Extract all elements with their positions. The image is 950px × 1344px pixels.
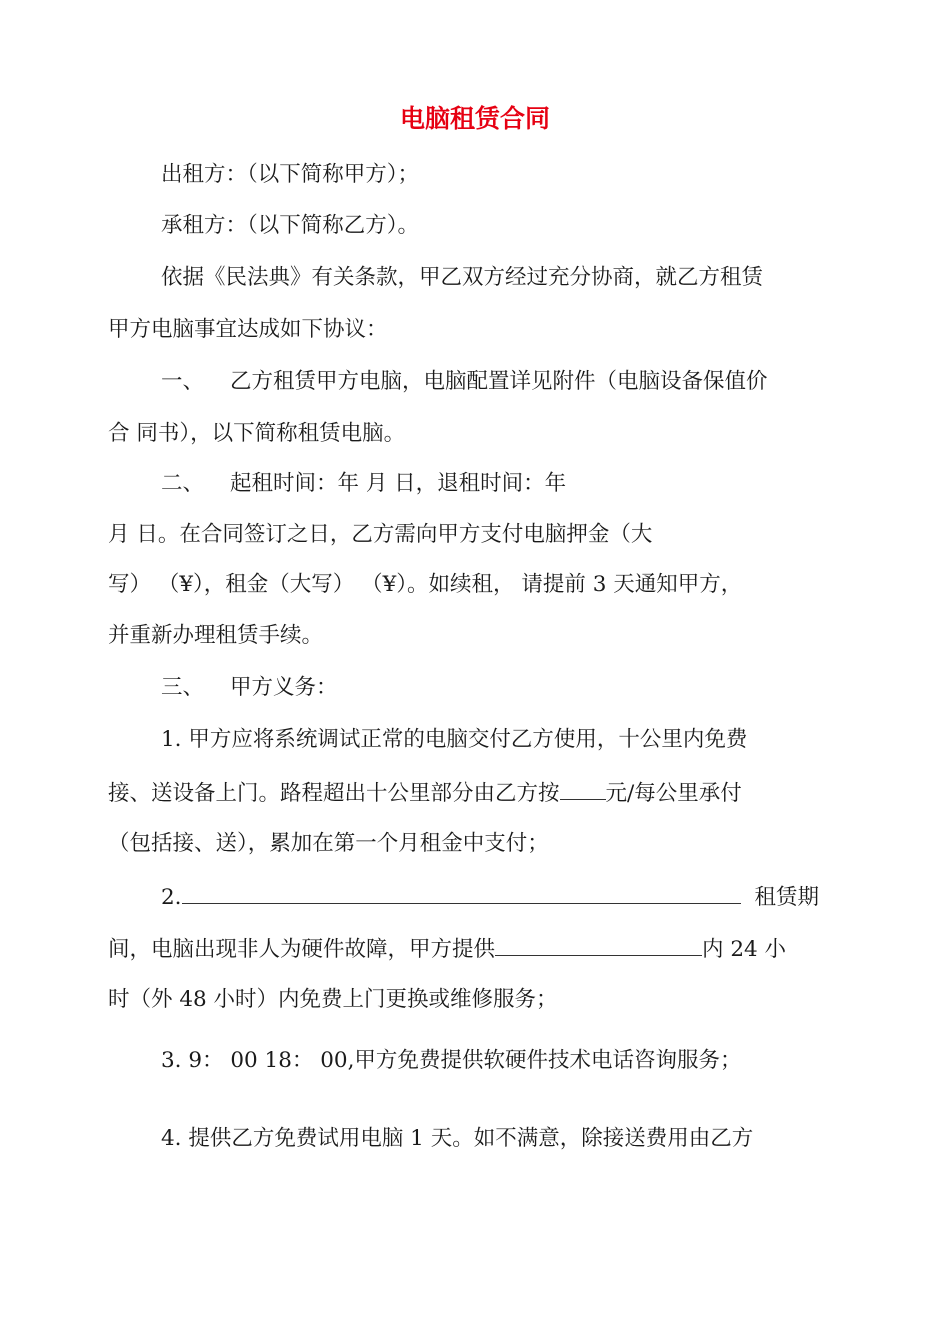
lessor-line: 出租方：（以下简称甲方）； (161, 162, 420, 187)
item-2-line-1-text: 租赁期 (754, 885, 820, 910)
item-2-number: 2. (161, 885, 182, 910)
section-3-number: 三、 (161, 675, 205, 700)
intro-line-1: 依据《民法典》有关条款，甲乙双方经过充分协商，就乙方租赁 (161, 265, 764, 290)
intro-line-2: 甲方电脑事宜达成如下协议： (108, 317, 388, 342)
rental-period-blank (182, 881, 741, 904)
item-1-line-3: （包括接、送），累加在第一个月租金中支付； (108, 831, 549, 856)
item-1-line-1: 1. 甲方应将系统调试正常的电脑交付乙方使用，十公里内免费 (161, 727, 748, 752)
fee-blank (560, 777, 606, 800)
section-2-continuation-3: 并重新办理租赁手续。 (108, 623, 324, 648)
section-1-number: 一、 (161, 369, 205, 394)
document-title: 电脑租赁合同 (399, 104, 550, 133)
item-2-line-1 (161, 881, 819, 913)
section-2-continuation-1: 月 日。在合同签订之日，乙方需向甲方支付电脑押金（大 (108, 522, 653, 547)
item-2-line-3: 时（外 48 小时）内免费上门更换或维修服务； (108, 987, 558, 1012)
section-1-text: 乙方租赁甲方电脑，电脑配置详见附件（电脑设备保值价 (230, 369, 768, 394)
item-2-line-2-text-b: 内 24 小 (702, 937, 787, 962)
section-3-text: 甲方义务： (230, 675, 338, 700)
item-1-line-2 (108, 777, 742, 809)
item-2-line-2-text-a: 间，电脑出现非人为硬件故障，甲方提供 (108, 937, 496, 962)
item-4-line: 4. 提供乙方免费试用电脑 1 天。如不满意，除接送费用由乙方 (161, 1126, 754, 1151)
section-2-continuation-2: 写） （¥），租金（大写） （¥）。如续租， 请提前 3 天通知甲方， (108, 572, 743, 597)
item-2-line-2 (108, 933, 786, 965)
lessee-line: 承租方：（以下简称乙方）。 (161, 213, 420, 238)
item-1-line-2-text-b: 元/每公里承付 (605, 781, 742, 806)
item-1-line-2-text-a: 接、送设备上门。路程超出十公里部分由乙方按 (108, 781, 560, 806)
section-2-number: 二、 (161, 471, 205, 496)
service-area-blank (495, 933, 702, 956)
item-3-line: 3. 9： 00 18： 00,甲方免费提供软硬件技术电话咨询服务； (161, 1048, 742, 1073)
section-2-text: 起租时间：年 月 日，退租时间：年 (230, 471, 567, 496)
section-1-continuation: 合 同书），以下简称租赁电脑。 (108, 421, 406, 446)
